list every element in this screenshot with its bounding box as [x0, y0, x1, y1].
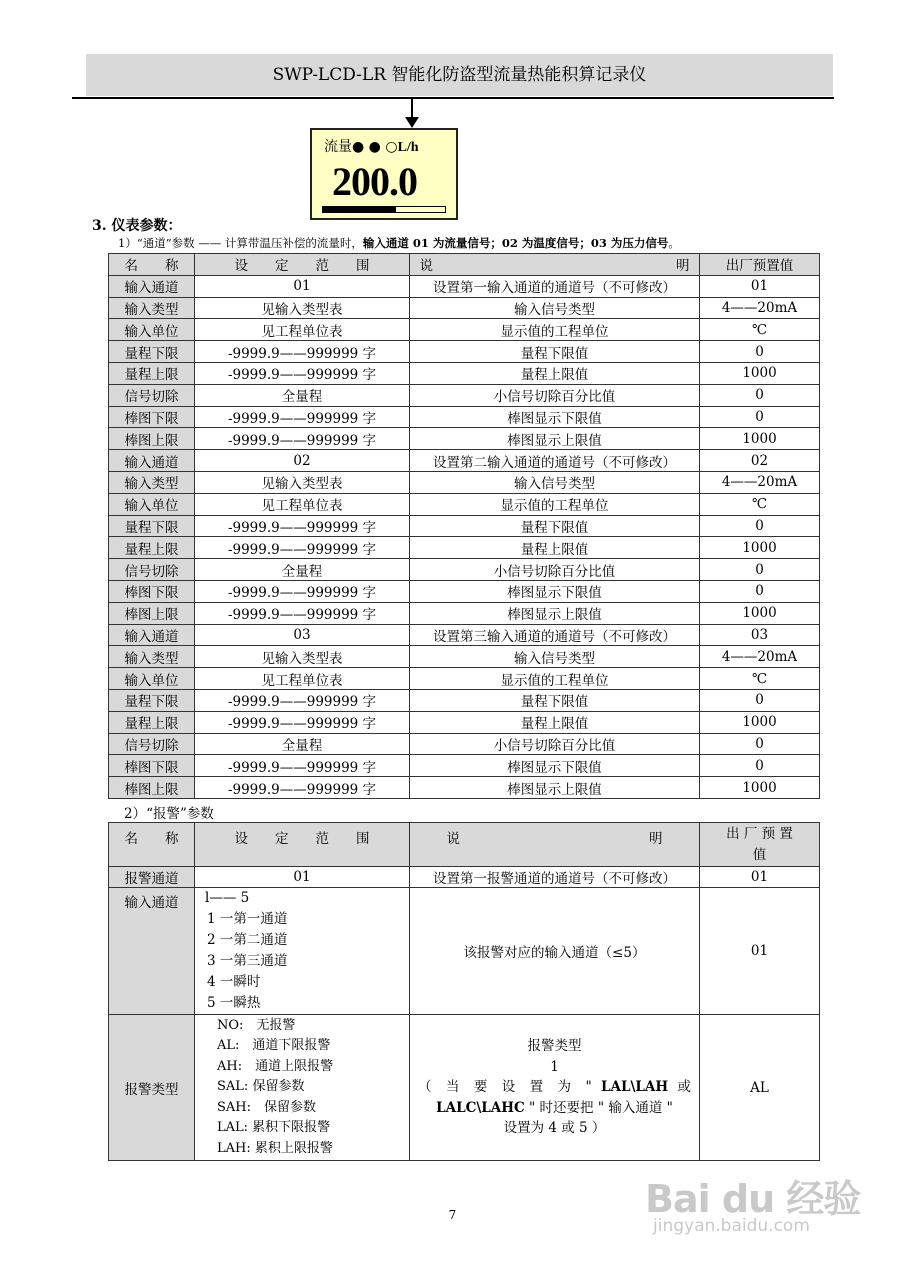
lcd-value: 200.0 — [332, 159, 417, 204]
cell-range: 见工程单位表 — [195, 668, 410, 690]
cell-default: 0 — [700, 559, 820, 581]
cell-name: 棒图上限 — [109, 428, 195, 450]
cell-range: 全量程 — [195, 733, 410, 755]
table-row — [109, 406, 820, 428]
cell-name: 输入通道 — [109, 275, 195, 297]
cell-desc: 量程下限值 — [410, 515, 700, 537]
cell-name: 棒图下限 — [109, 755, 195, 777]
alarm-parameter-table — [108, 822, 820, 1161]
table-row — [109, 362, 820, 384]
cell-name: 量程下限 — [109, 341, 195, 363]
table-row — [109, 733, 820, 755]
cell-range: 见输入类型表 — [195, 297, 410, 319]
cell-name: 棒图上限 — [109, 602, 195, 624]
cell-name: 信号切除 — [109, 733, 195, 755]
cell-range-list: NO: 无报警 AL: 通道下限报警 AH: 通道上限报警 SAL: 保留参数 SAH: 保留参数 LAL: 累积下限报警 LAH: 累积上限报警 — [195, 1015, 410, 1161]
watermark-logo: Bai du 经验 — [645, 1177, 861, 1221]
table-row — [109, 888, 820, 1015]
lcd-display — [310, 128, 458, 220]
cell-default: 4——20mA — [700, 646, 820, 668]
cell-default: AL — [700, 1015, 820, 1161]
cell-name: 量程上限 — [109, 537, 195, 559]
cell-range: 见工程单位表 — [195, 319, 410, 341]
table-row — [109, 755, 820, 777]
cell-range: -9999.9——999999 字 — [195, 711, 410, 733]
cell-name: 量程下限 — [109, 515, 195, 537]
watermark-url: jingyan.baidu.com — [653, 1216, 810, 1236]
cell-name: 信号切除 — [109, 559, 195, 581]
cell-desc: 设置第一报警通道的通道号（不可修改） — [410, 867, 700, 888]
cell-desc: 小信号切除百分比值 — [410, 733, 700, 755]
table-row — [109, 646, 820, 668]
cell-range: -9999.9——999999 字 — [195, 341, 410, 363]
table-row — [109, 384, 820, 406]
cell-name: 信号切除 — [109, 384, 195, 406]
alarm-section-title: 2）“报警”参数 — [124, 806, 214, 822]
cell-name: 报警类型 — [109, 1015, 195, 1161]
cell-desc: 显示值的工程单位 — [410, 668, 700, 690]
col-header-name: 名 称 — [109, 823, 195, 867]
cell-desc: 棒图显示下限值 — [410, 755, 700, 777]
cell-range: 全量程 — [195, 384, 410, 406]
cell-desc: 报警类型 1 （ 当 要 设 置 为 " LAL\LAH 或 LALC\LAHC " 时还要把 " 输入通道 " 设置为 4 或 5 ） — [410, 1015, 700, 1161]
lcd-unit: L/h — [397, 140, 419, 155]
cell-default: 4——20mA — [700, 471, 820, 493]
cell-range: 01 — [195, 867, 410, 888]
cell-default: 0 — [700, 755, 820, 777]
table-row — [109, 450, 820, 472]
section-title: 3. 仪表参数： — [92, 218, 182, 234]
cell-default: 0 — [700, 384, 820, 406]
cell-default: 0 — [700, 689, 820, 711]
cell-desc: 量程上限值 — [410, 711, 700, 733]
cell-name: 量程上限 — [109, 362, 195, 384]
cell-desc: 显示值的工程单位 — [410, 319, 700, 341]
lcd-bargraph — [322, 206, 446, 213]
table-header-row — [109, 823, 820, 867]
cell-default: ℃ — [700, 493, 820, 515]
cell-range: -9999.9——999999 字 — [195, 689, 410, 711]
table-row — [109, 602, 820, 624]
cell-default: 01 — [700, 867, 820, 888]
cell-desc: 棒图显示上限值 — [410, 428, 700, 450]
cell-range: 见输入类型表 — [195, 471, 410, 493]
cell-name: 量程下限 — [109, 689, 195, 711]
cell-default: 1000 — [700, 602, 820, 624]
cell-name: 输入通道 — [109, 624, 195, 646]
page-header: SWP-LCD-LR 智能化防盗型流量热能积算记录仪 — [86, 54, 833, 96]
cell-default: 0 — [700, 733, 820, 755]
cell-default: 0 — [700, 341, 820, 363]
cell-desc: 棒图显示下限值 — [410, 580, 700, 602]
cell-desc: 棒图显示上限值 — [410, 602, 700, 624]
cell-desc: 棒图显示下限值 — [410, 406, 700, 428]
cell-default: 02 — [700, 450, 820, 472]
table-row — [109, 580, 820, 602]
table-row — [109, 471, 820, 493]
table-row — [109, 711, 820, 733]
watermark — [645, 1168, 861, 1236]
cell-default: 0 — [700, 580, 820, 602]
cell-default: ℃ — [700, 668, 820, 690]
pointer-arrow — [411, 99, 413, 119]
cell-desc: 设置第一输入通道的通道号（不可修改） — [410, 275, 700, 297]
cell-name: 棒图下限 — [109, 406, 195, 428]
cell-name: 输入单位 — [109, 668, 195, 690]
cell-name: 输入类型 — [109, 471, 195, 493]
cell-default: 1000 — [700, 777, 820, 799]
cell-range: -9999.9——999999 字 — [195, 428, 410, 450]
cell-range: -9999.9——999999 字 — [195, 602, 410, 624]
table-row — [109, 319, 820, 341]
col-header-default: 出厂预置值 — [700, 254, 820, 276]
pointer-arrow-head — [405, 117, 419, 128]
table-row — [109, 297, 820, 319]
cell-range: 03 — [195, 624, 410, 646]
cell-range: 01 — [195, 275, 410, 297]
cell-name: 输入类型 — [109, 297, 195, 319]
cell-name: 报警通道 — [109, 867, 195, 888]
table-row — [109, 777, 820, 799]
cell-name: 输入通道 — [109, 450, 195, 472]
cell-name: 量程上限 — [109, 711, 195, 733]
cell-desc: 设置第二输入通道的通道号（不可修改） — [410, 450, 700, 472]
cell-desc: 量程上限值 — [410, 362, 700, 384]
cell-default: 1000 — [700, 362, 820, 384]
cell-desc: 量程上限值 — [410, 537, 700, 559]
col-header-name: 名 称 — [109, 254, 195, 276]
lcd-bargraph-fill — [323, 207, 396, 212]
table-row — [109, 559, 820, 581]
cell-desc: 小信号切除百分比值 — [410, 559, 700, 581]
cell-desc: 棒图显示上限值 — [410, 777, 700, 799]
cell-range-list: l—— 5 1 一第一通道 2 一第二通道 3 一第三通道 4 一瞬时 5 一瞬热 — [195, 888, 410, 1015]
cell-desc: 设置第三输入通道的通道号（不可修改） — [410, 624, 700, 646]
cell-name: 输入单位 — [109, 493, 195, 515]
cell-desc: 输入信号类型 — [410, 471, 700, 493]
cell-range: -9999.9——999999 字 — [195, 580, 410, 602]
col-header-default: 出 厂 预 置 值 — [700, 823, 820, 867]
header-rule — [72, 97, 834, 99]
cell-default: 1000 — [700, 428, 820, 450]
cell-range: -9999.9——999999 字 — [195, 362, 410, 384]
col-header-desc: 说 明 — [410, 823, 700, 867]
channel-parameter-table — [108, 253, 820, 799]
cell-name: 棒图上限 — [109, 777, 195, 799]
cell-default: ℃ — [700, 319, 820, 341]
cell-name: 输入单位 — [109, 319, 195, 341]
cell-desc: 输入信号类型 — [410, 646, 700, 668]
table-row — [109, 493, 820, 515]
cell-default: 01 — [700, 275, 820, 297]
table-row — [109, 624, 820, 646]
table-row — [109, 428, 820, 450]
cell-default: 1000 — [700, 537, 820, 559]
cell-range: -9999.9——999999 字 — [195, 777, 410, 799]
page-number: 7 — [448, 1208, 457, 1222]
table-row — [109, 537, 820, 559]
cell-desc: 量程下限值 — [410, 689, 700, 711]
table-row — [109, 668, 820, 690]
cell-range: -9999.9——999999 字 — [195, 755, 410, 777]
table-header-row — [109, 254, 820, 276]
cell-default: 03 — [700, 624, 820, 646]
cell-desc: 量程下限值 — [410, 341, 700, 363]
cell-range: -9999.9——999999 字 — [195, 537, 410, 559]
cell-default: 1000 — [700, 711, 820, 733]
cell-range: 02 — [195, 450, 410, 472]
cell-range: 见工程单位表 — [195, 493, 410, 515]
table-row — [109, 275, 820, 297]
cell-name: 输入通道 — [109, 888, 195, 1015]
col-header-desc: 说 明 — [410, 254, 700, 276]
table-row — [109, 1015, 820, 1161]
cell-default: 0 — [700, 515, 820, 537]
cell-name: 输入类型 — [109, 646, 195, 668]
cell-default: 01 — [700, 888, 820, 1015]
col-header-range: 设 定 范 围 — [195, 823, 410, 867]
cell-default: 4——20mA — [700, 297, 820, 319]
cell-desc: 显示值的工程单位 — [410, 493, 700, 515]
cell-desc: 小信号切除百分比值 — [410, 384, 700, 406]
table-row — [109, 515, 820, 537]
cell-desc: 输入信号类型 — [410, 297, 700, 319]
cell-name: 棒图下限 — [109, 580, 195, 602]
cell-range: -9999.9——999999 字 — [195, 515, 410, 537]
table-row — [109, 689, 820, 711]
lcd-label: 流量● ● ○L/h — [324, 139, 419, 155]
cell-default: 0 — [700, 406, 820, 428]
table-row — [109, 341, 820, 363]
cell-range: 见输入类型表 — [195, 646, 410, 668]
cell-range: 全量程 — [195, 559, 410, 581]
cell-range: -9999.9——999999 字 — [195, 406, 410, 428]
cell-desc: 该报警对应的输入通道（≤5） — [410, 888, 700, 1015]
col-header-range: 设 定 范 围 — [195, 254, 410, 276]
table-row — [109, 867, 820, 888]
section-description: 1）“通道”参数 —— 计算带温压补偿的流量时，输入通道 01 为流量信号；02 为温度信号；03 为压力信号。 — [118, 236, 680, 250]
